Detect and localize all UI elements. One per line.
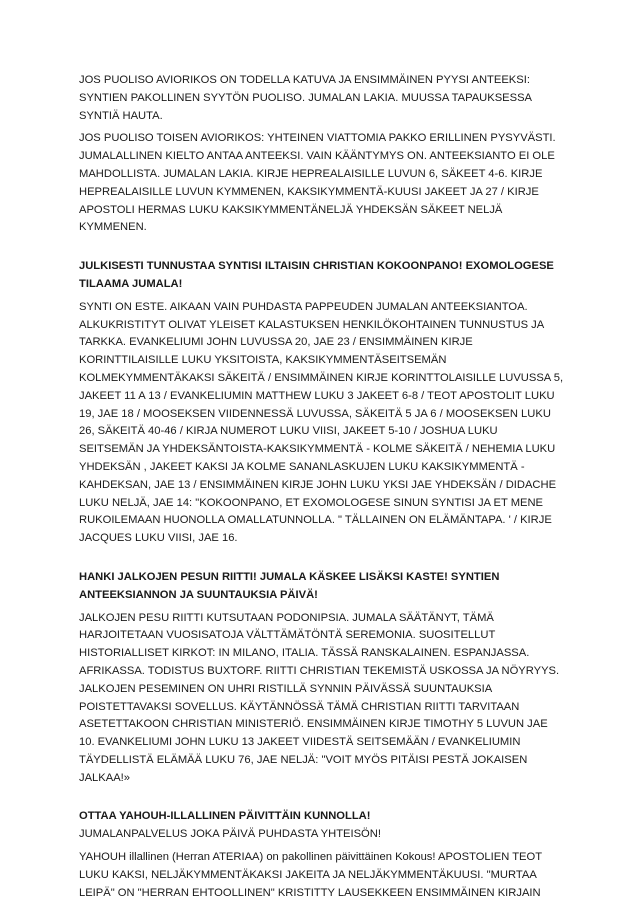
paragraph-supper: YAHOUH illallinen (Herran ATERIAA) on pakollinen päivittäinen Kokous! APOSTOLIEN TEOT LUKU KAKSI, NELJÄKYMMENTÄKAKSI JAKEITA JA NELJÄKYMMENTÄKUUSI. "MURTAA LEIPÄ" ON "HERRAN EHTOOLLINEN" KRISTITTY LAUSEKKEEN ENSIMMÄINEN KIRJAIN — [79, 851, 542, 899]
paragraph-worship: JUMALANPALVELUS JOKA PÄIVÄ PUHDASTA YHTEISÖN! — [79, 828, 381, 841]
paragraph-foot-washing: JALKOJEN PESU RIITTI KUTSUTAAN PODONIPSIA. JUMALA SÄÄTÄNYT, TÄMÄ HARJOITETAAN VUOSISATOJA VÄLTTÄMÄTÖNTÄ SEREMONIA. SUOSITELLUT HISTORIALLISET KIRKOT: IN MILANO, ITALIA. TÄSSÄ RANSKALAINEN. ESPANJASSA. AFRIKASSA. TODISTUS BUXTORF. RIITTI CHRISTIAN TEKEMISTÄ USKOSSA JA NÖYRYYS. JALKOJEN PESEMINEN ON UHRI RISTILLÄ SYNNIN PÄIVÄSSÄ SUUNTAUKSIA POISTETTAVAKSI SOVELLUS. KÄYTÄNNÖSSÄ TÄMÄ CHRISTIAN RIITTI TARVITAAN ASETETTAKOON CHRISTIAN MINISTERIÖ. ENSIMMÄINEN KIRJE TIMOTHY 5 LUVUN JAE 10. EVANKELIUMI JOHN LUKU 13 JAKEET VIIDESTÄ SEITSEMÄÄN / EVANKELIUMIN TÄYDELLISTÄ ELÄMÄÄ LUKU 76, JAE NELJÄ: "VOIT MYÖS PITÄISI PESTÄ JOKAISEN JALKAA!» — [79, 611, 560, 784]
heading-supper: OTTAA YAHOUH-ILLALLINEN PÄIVITTÄIN KUNNOLLA! — [79, 810, 371, 823]
paragraph-adultery-other: JOS PUOLISO TOISEN AVIORIKOS: YHTEINEN VIATTOMIA PAKKO ERILLINEN PYSYVÄSTI. JUMALALLINEN KIELTO ANTAA ANTEEKSI. VAIN KÄÄNTYMYS ON. ANTEEKSIANTO EI OLE MAHDOLLISTA. JUMALAN LAKIA. KIRJE HEPREALAISILLE LUVUN 6, SÄKEET 4-6. KIRJE HEPREALAISILLE LUVUN KYMMENEN, KAKSIKYMMENTÄ-KUUSI JAKEET JA 27 / KIRJE APOSTOLI HERMAS LUKU KAKSIKYMMENTÄNELJÄ YHDEKSÄN SÄKEET NELJÄ KYMMENEN. — [79, 132, 556, 234]
document-page — [79, 72, 565, 902]
paragraph-confession: SYNTI ON ESTE. AIKAAN VAIN PUHDASTA PAPPEUDEN JUMALAN ANTEEKSIANTOA. ALKUKRISTITYT OLIVAT YLEISET KALASTUKSEN HENKILÖKOHTAINEN TUNNUSTUS JA TARKKA. EVANKELIUMI JOHN LUVUSSA 20, JAE 23 / ENSIMMÄINEN KIRJE KORINTTILAISILLE LUKU YKSITOISTA, KAKSIKYMMENTÄSEITSEMÄN KOLMEKYMMENTÄKAKSI SÄKEITÄ / ENSIMMÄINEN KIRJE KORINTTOLAISILLE LUVUSSA 5, JAKEET 11 A 13 / EVANKELIUMIN MATTHEW LUKU 3 JAKEET 6-8 / TEOT APOSTOLIT LUKU 19, JAE 18 / MOOSEKSEN VIIDENNESSÄ LUVUSSA, SÄKEITÄ 5 JA 6 / MOOSEKSEN LUKU 26, SÄKEITÄ 40-46 / KIRJA NUMEROT LUKU VIISI, JAKEET 5-10 / JOSHUA LUKU SEITSEMÄN JA YHDEKSÄNTOISTA-KAKSIKYMMENTÄ - KOLME SÄKEITÄ / NEHEMIA LUKU YHDEKSÄN , JAKEET KAKSI JA KOLME SANANLASKUJEN LUKU KAKSIKYMMENTÄ - KAHDEKSAN, JAE 13 / ENSIMMÄINEN KIRJE JOHN LUKU YKSI JAE YHDEKSÄN / DIDACHE LUKU NELJÄ, JAE 14: "KOKOONPANO, ET EXOMOLOGESE SINUN SYNTISI JA ET MENE RUKOILEMAAN HUONOLLA OMALLATUNNOLLA. " TÄLLAINEN ON ELÄMÄNTAPA. ' / KIRJE JACQUES LUKU VIISI, JAE 16. — [79, 300, 564, 545]
heading-confession: JULKISESTI TUNNUSTAA SYNTISI ILTAISIN CHRISTIAN KOKOONPANO! EXOMOLOGESE TILAAMA JUMALA! — [79, 260, 554, 290]
heading-foot-washing: HANKI JALKOJEN PESUN RIITTI! JUMALA KÄSKEE LISÄKSI KASTE! SYNTIEN ANTEEKSIANNON JA SUUNTAUKSIA PÄIVÄ! — [79, 570, 500, 601]
paragraph-adultery-repentant: JOS PUOLISO AVIORIKOS ON TODELLA KATUVA JA ENSIMMÄINEN PYYSI ANTEEKSI: SYNTIEN PAKOLLINEN SYYTÖN PUOLISO. JUMALAN LAKIA. MUUSSA TAPAUKSESSA SYNTIÄ HAUTA. — [79, 74, 532, 122]
